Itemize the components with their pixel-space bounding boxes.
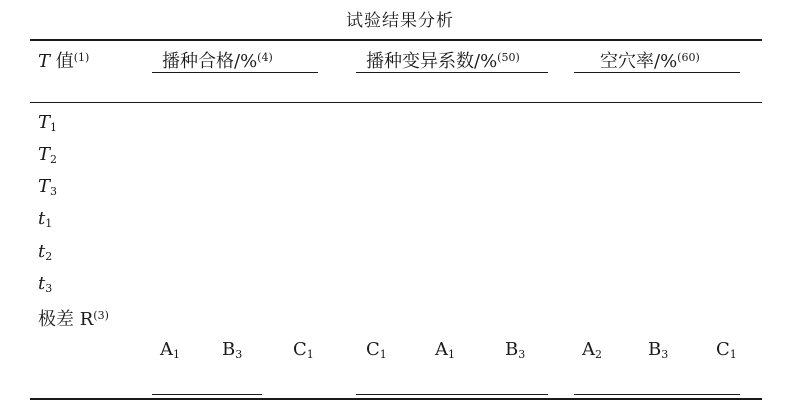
optimal-level-cell	[648, 339, 668, 366]
level-index: 1	[729, 348, 737, 361]
row-label-sub: 3	[45, 282, 53, 295]
level-index: 1	[448, 348, 455, 361]
level-index: 2	[595, 348, 602, 361]
group-header-2	[366, 47, 520, 73]
row-label-var: t	[38, 273, 46, 294]
level-factor: B	[505, 339, 519, 360]
level-factor: C	[716, 339, 730, 360]
row-label	[38, 208, 52, 235]
row-label	[38, 273, 52, 300]
level-index: 1	[173, 348, 180, 361]
optimal-level-cell	[160, 339, 180, 366]
group-header-1	[162, 47, 273, 73]
header-note: (1)	[73, 51, 90, 64]
level-index: 1	[379, 348, 387, 361]
row-label-var: t	[38, 241, 46, 262]
bottom-rule	[30, 398, 762, 400]
optimal-level-cell	[293, 339, 314, 366]
row-label	[38, 144, 57, 171]
group-label: 空穴率/%	[600, 51, 678, 72]
row-label	[38, 112, 57, 139]
factor-underline-1	[152, 394, 262, 395]
row-label-var: T	[38, 144, 51, 165]
optimal-level-cell	[582, 339, 602, 366]
header-row-label	[38, 47, 89, 73]
header-var: T	[38, 51, 51, 72]
row-label-var: T	[38, 112, 51, 133]
level-factor: A	[435, 339, 448, 360]
optimal-level-cell	[716, 339, 737, 366]
header-text: 值	[50, 51, 74, 72]
level-index: 3	[235, 348, 243, 361]
group-note: (50)	[497, 51, 520, 64]
group-label: 播种变异系数/%	[366, 51, 498, 72]
group-note: (4)	[257, 51, 273, 64]
level-index: 3	[661, 348, 669, 361]
group-header-3	[600, 47, 700, 73]
table-caption: 试验结果分析	[346, 11, 454, 31]
header-bottom-rule	[30, 102, 762, 103]
row-label	[38, 176, 57, 203]
optimal-level-cell	[505, 339, 525, 366]
optimal-level-cell	[435, 339, 455, 366]
level-factor: B	[648, 339, 662, 360]
row-label	[38, 241, 52, 268]
row-label-sub: 2	[45, 250, 53, 263]
group-label: 播种合格/%	[162, 51, 258, 72]
level-index: 3	[518, 348, 526, 361]
level-factor: A	[582, 339, 595, 360]
level-factor: A	[160, 339, 173, 360]
top-rule	[30, 39, 762, 41]
level-factor: C	[293, 339, 307, 360]
row-label-sub: 2	[50, 153, 58, 166]
row-label-sup: (3)	[93, 309, 109, 322]
group-note: (60)	[677, 51, 700, 64]
row-label-sub: 1	[45, 217, 53, 230]
level-factor: B	[222, 339, 236, 360]
row-label-var: t	[38, 208, 46, 229]
row-label-var: T	[38, 176, 51, 197]
row-label-sub: 1	[50, 121, 58, 134]
optimal-level-cell	[366, 339, 387, 366]
level-factor: C	[366, 339, 380, 360]
level-index: 1	[306, 348, 314, 361]
factor-underline-2	[356, 394, 548, 395]
row-label-sub: 3	[50, 185, 58, 198]
optimal-level-cell	[222, 339, 242, 366]
row-label	[38, 305, 109, 331]
row-label-text: 极差 R	[38, 309, 94, 330]
factor-underline-3	[574, 394, 740, 395]
